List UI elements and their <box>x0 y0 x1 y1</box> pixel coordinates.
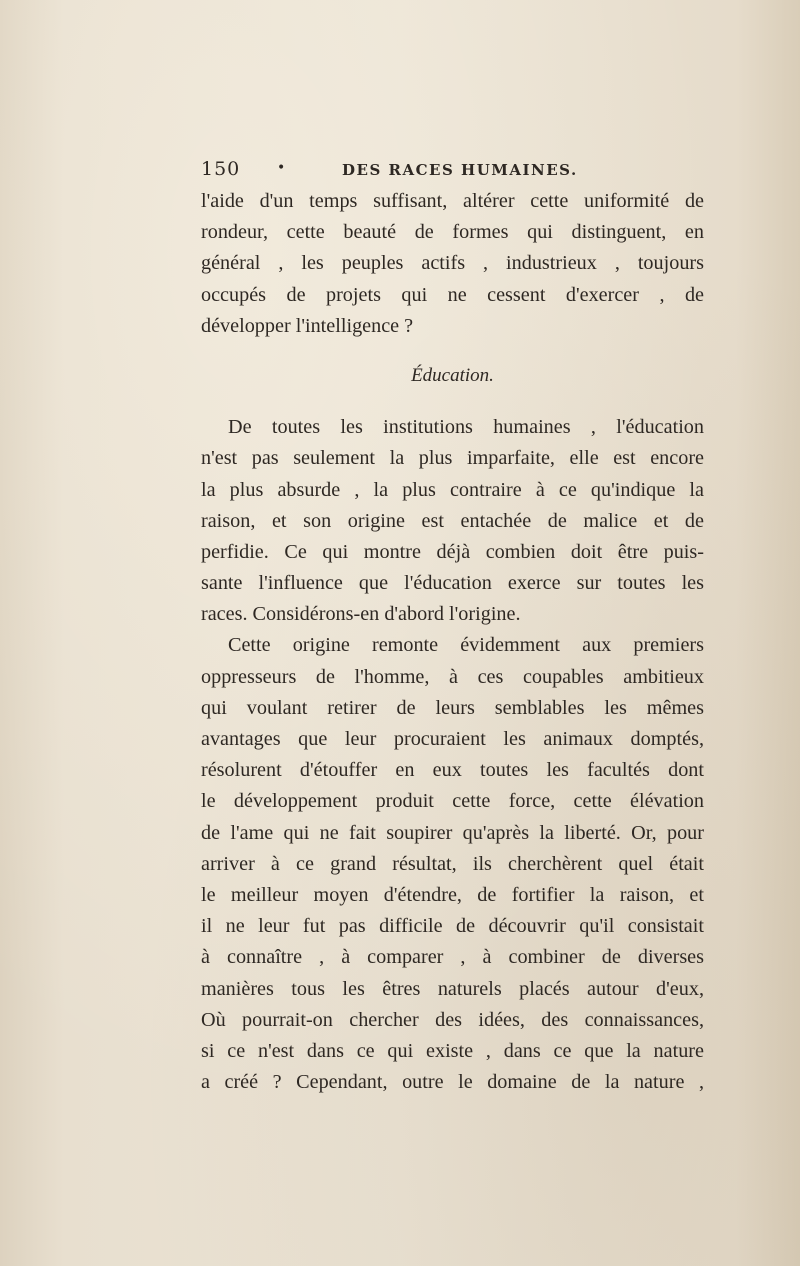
paragraph-3 <box>201 630 704 1098</box>
text-line: raison, et son origine est entachée de malice et de <box>201 509 704 532</box>
text-line: Cette origine remonte évidemment aux premiers <box>228 634 704 657</box>
text-line: qui voulant retirer de leurs semblables les mêmes <box>201 696 704 719</box>
text-line: la plus absurde , la plus contraire à ce qu'indique la <box>201 478 704 501</box>
text-line: le meilleur moyen d'étendre, de fortifier la raison, et <box>201 883 704 906</box>
text-line: n'est pas seulement la plus imparfaite, elle est encore <box>201 447 704 470</box>
text-line: le développement produit cette force, cette élévation <box>201 790 704 813</box>
body-text <box>201 186 704 1098</box>
text-line: Où pourrait-on chercher des idées, des connaissances, <box>201 1008 704 1031</box>
text-line: il ne leur fut pas difficile de découvrir qu'il consistait <box>201 915 704 938</box>
text-line: si ce n'est dans ce qui existe , dans ce que la nature <box>201 1039 704 1062</box>
text-line: occupés de projets qui ne cessent d'exercer , de <box>201 283 704 306</box>
header-dot: • <box>277 160 286 176</box>
text-line: a créé ? Cependant, outre le domaine de la nature , <box>201 1071 704 1094</box>
text-line: de l'ame qui ne fait soupirer qu'après la liberté. Or, pour <box>201 821 704 844</box>
text-line: général , les peuples actifs , industrieux , toujours <box>201 252 704 275</box>
text-line: l'aide d'un temps suffisant, altérer cette uniformité de <box>201 190 704 212</box>
paragraph-2 <box>201 412 704 630</box>
paragraph-1 <box>201 186 704 342</box>
text-line: sante l'influence que l'éducation exerce sur toutes les <box>201 572 704 595</box>
text-line: avantages que leur procuraient les animaux domptés, <box>201 728 704 750</box>
text-line: De toutes les institutions humaines , l'éducation <box>228 416 704 439</box>
text-line: rondeur, cette beauté de formes qui distinguent, en <box>201 221 704 244</box>
running-head: DES RACES HUMAINES. <box>342 161 578 179</box>
page-header <box>201 158 701 184</box>
page-number: 150 <box>201 158 241 180</box>
text-line: résolurent d'étouffer en eux toutes les facultés dont <box>201 759 704 782</box>
text-line: manières tous les êtres naturels placés autour d'eux, <box>201 977 704 1000</box>
text-line: arriver à ce grand résultat, ils cherchèrent quel était <box>201 852 704 875</box>
text-line: races. Considérons-en d'abord l'origine. <box>201 603 521 626</box>
text-line: perfidie. Ce qui montre déjà combien doit être puis- <box>201 540 704 563</box>
text-line: à connaître , à comparer , à combiner de diverses <box>201 946 704 969</box>
text-line: développer l'intelligence ? <box>201 314 414 337</box>
section-heading: Éducation. <box>411 364 494 386</box>
text-line: oppresseurs de l'homme, à ces coupables ambitieux <box>201 665 704 688</box>
